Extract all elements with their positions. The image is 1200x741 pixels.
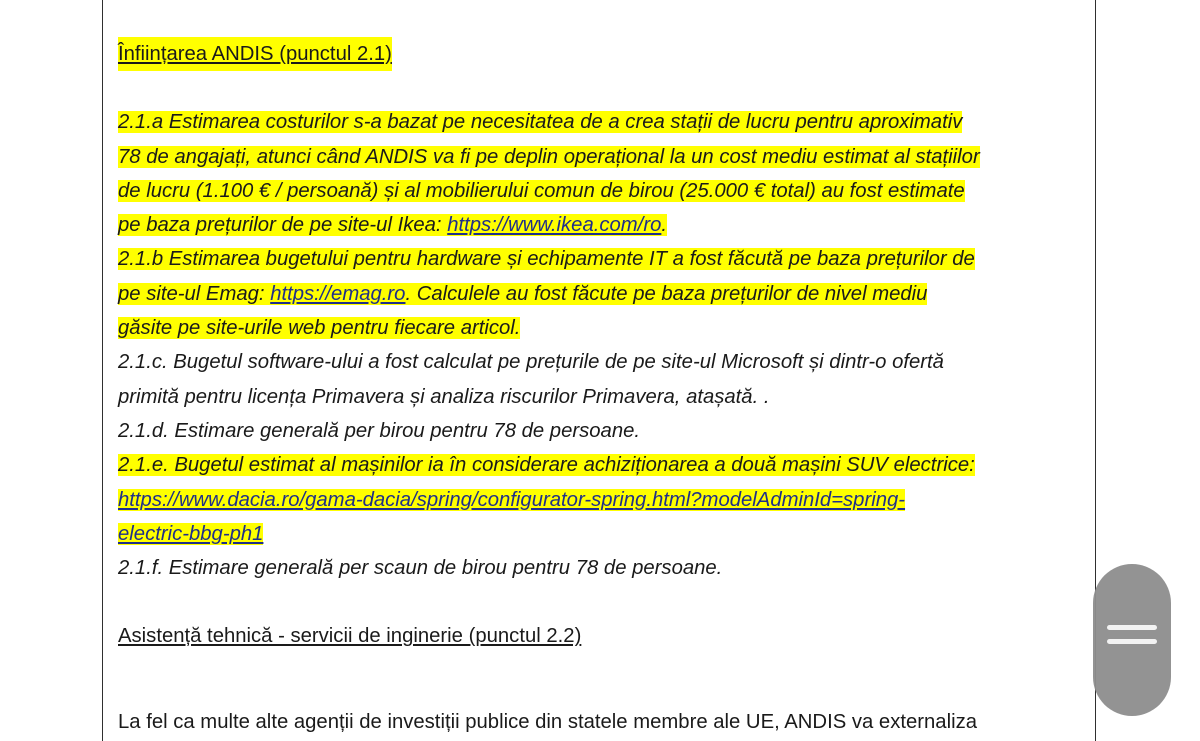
paragraph-line: pe site-ul Emag: <box>118 282 271 305</box>
document-page <box>102 0 1096 741</box>
dacia-link[interactable]: https://www.dacia.ro/gama-dacia/spring/configurator-spring.html?modelAdminId=spring- <box>118 488 906 511</box>
section-heading-technical-assistance <box>118 619 1083 653</box>
drag-handle-icon <box>1107 639 1157 644</box>
document-content <box>118 37 1083 654</box>
drag-handle-icon <box>1107 625 1157 630</box>
paragraph-line-end: . Calculele au fost făcute pe baza prețurilor de nivel mediu <box>405 282 928 305</box>
paragraph-2-1-c <box>118 345 1083 414</box>
paragraph-line: 2.1.f. Estimare generală per scaun de birou pentru 78 de persoane. <box>118 557 723 580</box>
dacia-link-continued[interactable]: electric-bbg-ph1 <box>118 522 264 545</box>
paragraph-line: 2.1.a Estimarea costurilor s-a bazat pe necesitatea de a crea stații de lucru pentru aproximativ <box>118 111 963 134</box>
paragraph-2-1-d <box>118 414 1083 448</box>
scroll-drag-handle[interactable] <box>1093 564 1171 716</box>
paragraph-line: găsite pe site-urile web pentru fiecare articol. <box>118 317 521 340</box>
cut-off-text-line: La fel ca multe alte agenții de investiții publice din statele membre ale UE, ANDIS va externaliza <box>118 711 978 733</box>
emag-link[interactable]: https://emag.ro <box>270 282 406 305</box>
paragraph-line: pe baza prețurilor de pe site-ul Ikea: <box>118 214 448 237</box>
paragraph-line: 2.1.c. Bugetul software-ului a fost calculat pe prețurile de pe site-ul Microsoft și dintr-o ofertă <box>118 351 944 374</box>
section-heading-text: Înființarea ANDIS (punctul 2.1) <box>118 37 392 71</box>
paragraph-2-1-f <box>118 551 1083 585</box>
paragraph-2-1-a <box>118 105 1083 242</box>
paragraph-line: 2.1.e. Bugetul estimat al mașinilor ia în considerare achiziționarea a două mașini SUV electrice: <box>118 454 975 477</box>
section-heading-andis <box>118 37 1083 71</box>
spacer <box>118 71 1083 105</box>
paragraph-line: 78 de angajați, atunci când ANDIS va fi pe deplin operațional la un cost mediu estimat al stațiilor <box>118 145 980 168</box>
paragraph-line: de lucru (1.100 € / persoană) și al mobilierului comun de birou (25.000 € total) au fost estimate <box>118 179 965 202</box>
paragraph-line: 2.1.d. Estimare generală per birou pentru 78 de persoane. <box>118 419 641 442</box>
paragraph-line: primită pentru licența Primavera și analiza riscurilor Primavera, atașată. . <box>118 385 770 408</box>
paragraph-line-end: . <box>661 214 667 237</box>
paragraph-2-1-e <box>118 448 1083 551</box>
ikea-link[interactable]: https://www.ikea.com/ro <box>447 214 662 237</box>
paragraph-2-1-b <box>118 242 1083 345</box>
paragraph-line: 2.1.b Estimarea bugetului pentru hardware și echipamente IT a fost făcută pe baza prețurilor de <box>118 248 975 271</box>
section-heading-text: Asistență tehnică - servicii de inginerie (punctul 2.2) <box>118 625 582 648</box>
spacer <box>118 585 1083 619</box>
